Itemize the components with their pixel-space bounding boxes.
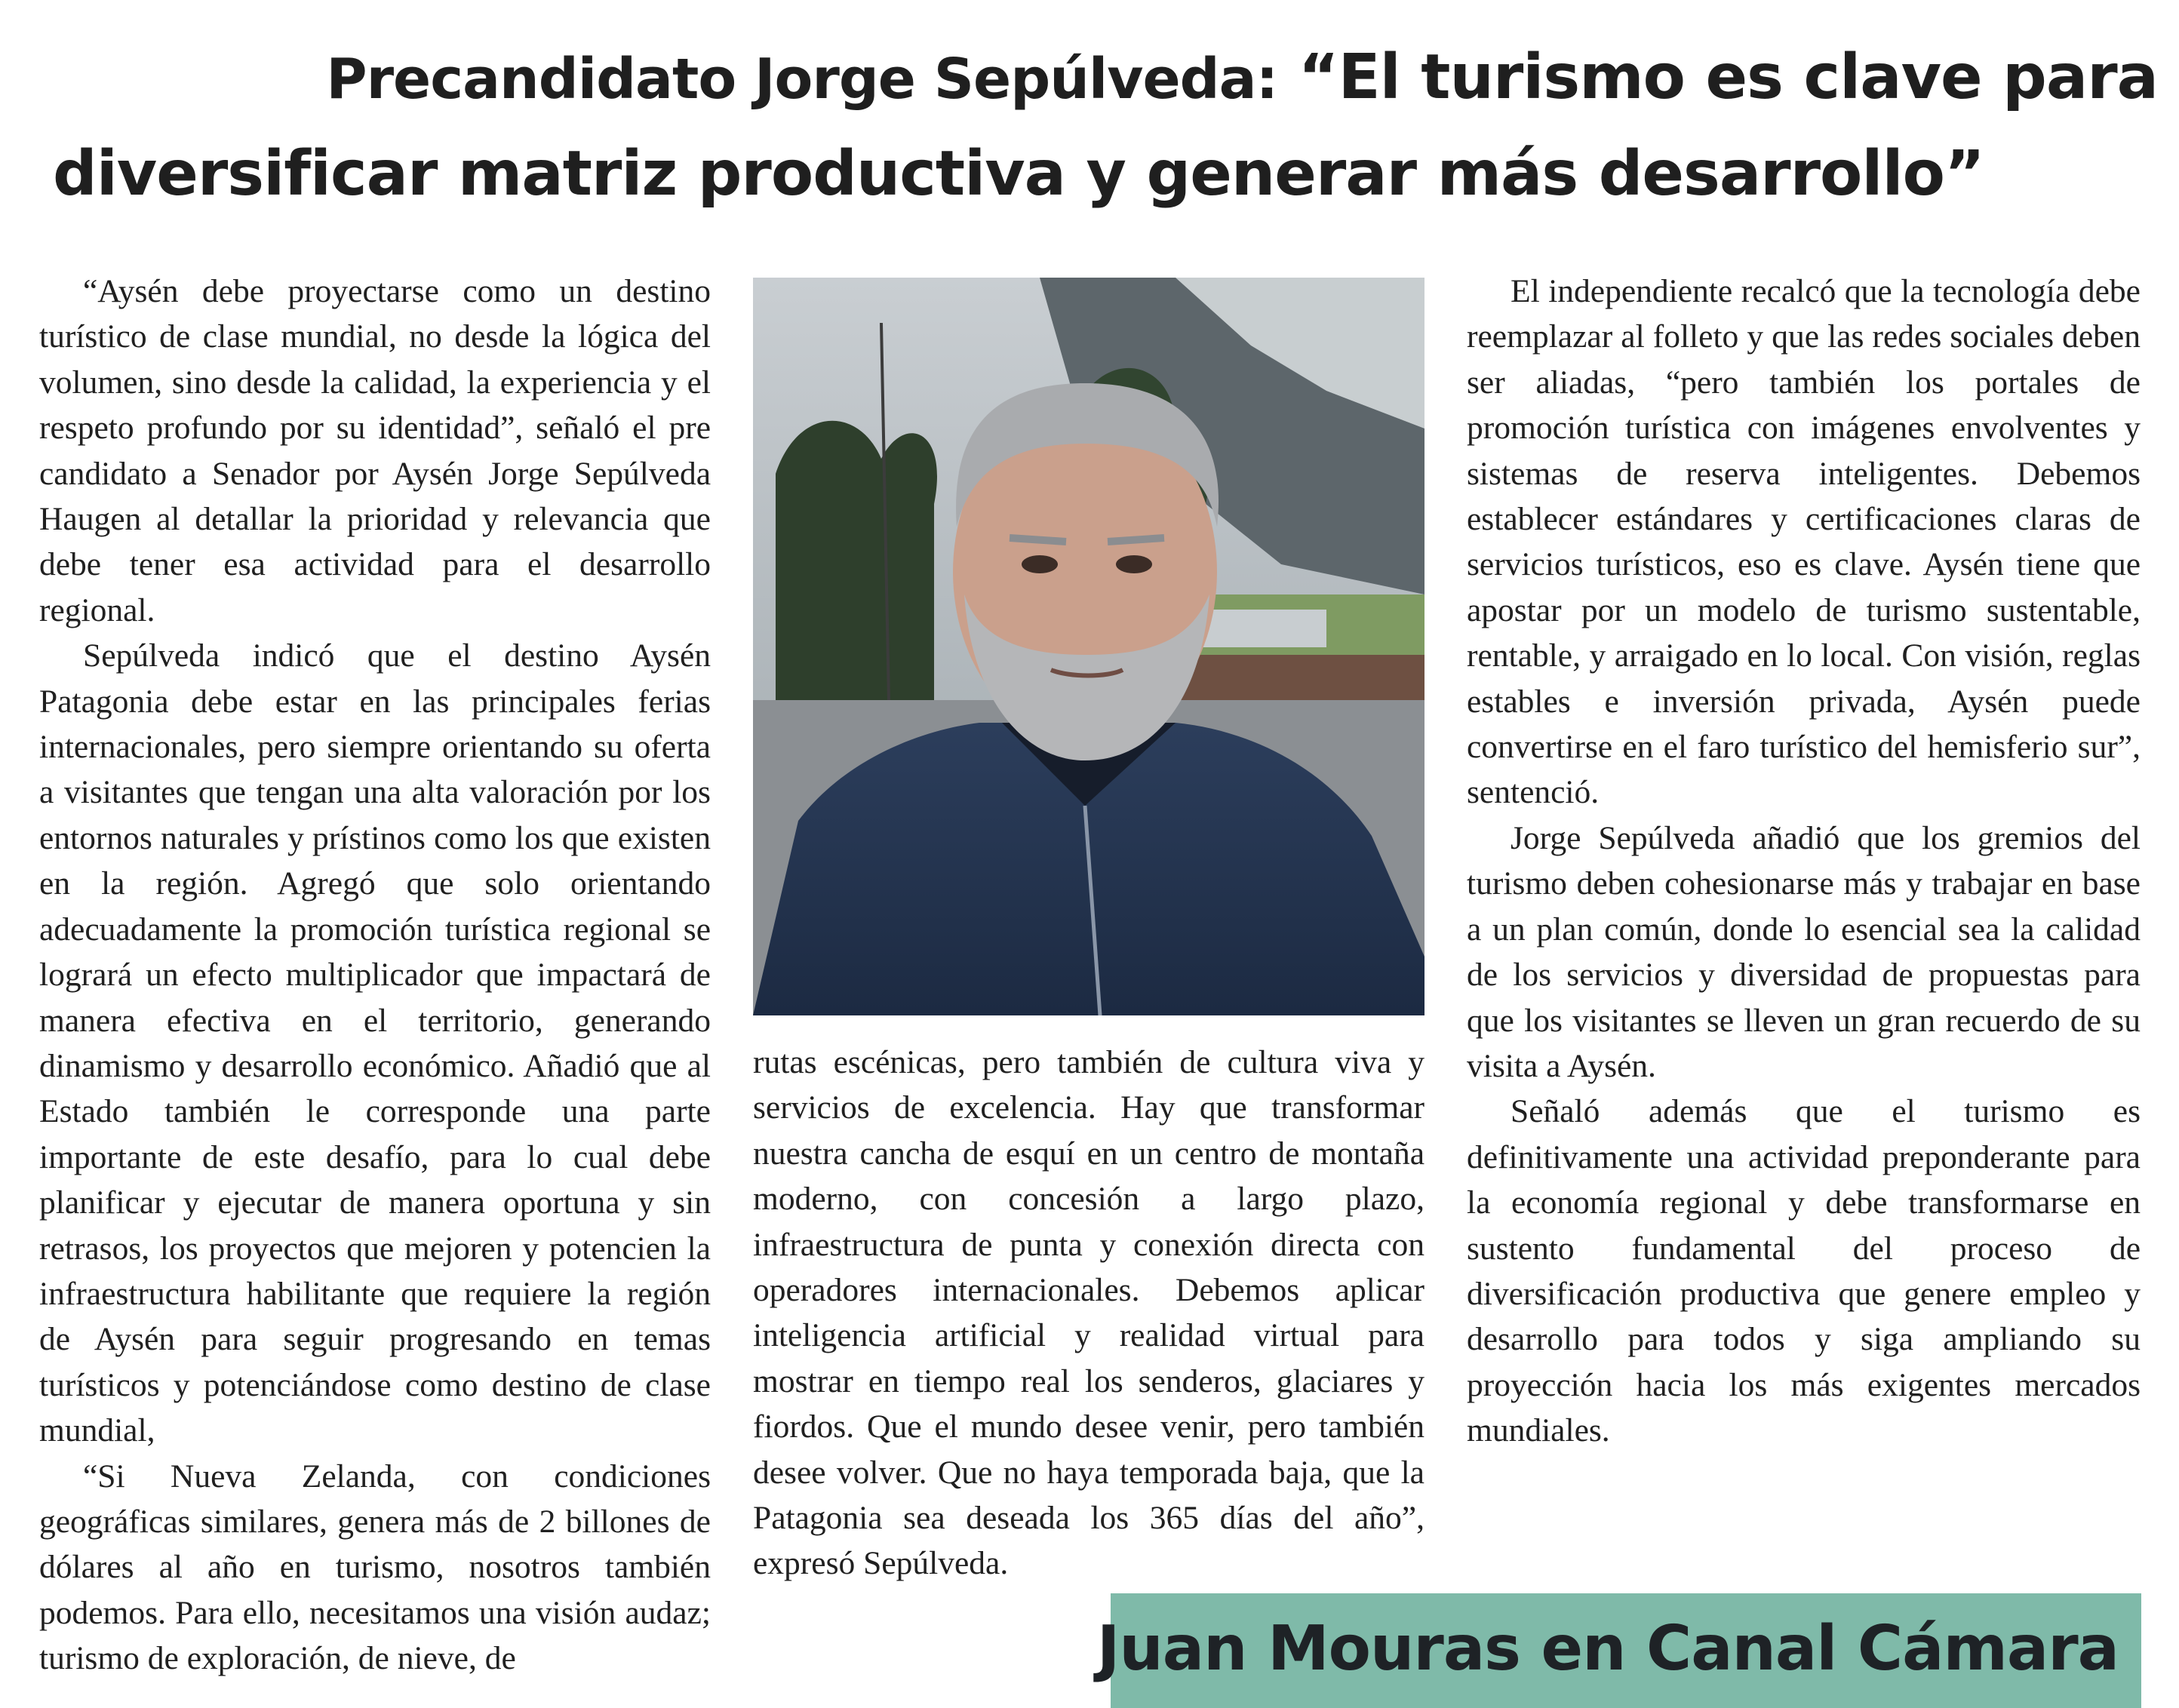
article-column-2: [753, 1040, 1424, 1587]
article-paragraph: rutas escénicas, pero también de cultura viva y servicios de excelencia. Hay que transformar nuestra cancha de esquí en un centro de montaña moderno, con concesión a largo plazo, infraestructura de punta y conexión directa con operadores internacionales. Debemos aplicar inteligencia artificial y realidad virtual para mostrar en tiempo real los senderos, glaciares y fiordos. Que el mundo desee venir, pero también desee volver. Que no haya temporada baja, que la Patagonia sea deseada los 365 días del año”, expresó Sepúlveda.: [753, 1044, 1424, 1582]
article-paragraph: “Si Nueva Zelanda, con condiciones geográficas similares, genera más de 2 billones de dólares al año en turismo, nosotros también podemos. Para ello, necesitamos una visión audaz; turismo de exploración, de nieve, de: [39, 1458, 711, 1677]
headline-quote-start: “El turismo es clave para: [1298, 41, 2158, 113]
article-column-3: [1467, 269, 2141, 1454]
next-article-title: Juan Mouras en Canal Cámara: [1096, 1613, 2119, 1685]
headline-line-1: [53, 30, 2158, 127]
article-paragraph: Jorge Sepúlveda añadió que los gremios del turismo deben cohesionarse más y trabajar en base a un plan común, donde lo esencial sea la calidad de los servicios y diversidad de propuestas para que los visitantes se lleven un gran recuerdo de su visita a Aysén.: [1467, 819, 2141, 1084]
article-column-1: [39, 269, 711, 1682]
article-paragraph: Señaló además que el turismo es definitivamente una actividad preponderante para la economía regional y debe transformarse en sustento fundamental del proceso de diversificación productiva que genere empleo y desarrollo para todos y siga ampliando su proyección hacia los más exigentes mercados mundiales.: [1467, 1093, 2141, 1449]
next-article-banner: [1096, 1593, 2141, 1708]
headline-line-2: diversificar matriz productiva y generar más desarrollo”: [53, 138, 1984, 210]
article-paragraph: El independiente recalcó que la tecnología debe reemplazar al folleto y que las redes sociales deben ser aliadas, “pero también los portales de promoción turística con imágenes envolventes y sistemas de reserva inteligentes. Debemos establecer estándares y certificaciones claras de servicios turísticos, eso es clave. Aysén tiene que apostar por un modelo de turismo sustentable, rentable, y arraigado en lo local. Con visión, reglas estables e inversión privada, Aysén puede convertirse en el faro turístico del hemisferio sur”, sentenció.: [1467, 273, 2141, 811]
article-paragraph: “Aysén debe proyectarse como un destino turístico de clase mundial, no desde la lógica del volumen, sino desde la calidad, la experiencia y el respeto profundo por su identidad”, señaló el pre candidato a Senador por Aysén Jorge Sepúlveda Haugen al detallar la prioridad y relevancia que debe tener esa actividad para el desarrollo regional.: [39, 273, 711, 628]
candidate-photo-illustration: [753, 278, 1424, 1015]
headline-kicker: Precandidato Jorge Sepúlveda:: [326, 47, 1278, 112]
headline: [53, 30, 2158, 222]
article-paragraph: Sepúlveda indicó que el destino Aysén Patagonia debe estar en las principales ferias internacionales, pero siempre orientando su oferta a visitantes que tengan una alta valoración por los entornos naturales y prístinos como los que existen en la región. Agregó que solo orientando adecuadamente la promoción turística regional se logrará un efecto multiplicador que impactará de manera efectiva en el territorio, generando dinamismo y desarrollo económico. Añadió que al Estado también le corresponde una parte importante de este desafío, para lo cual debe planificar y ejecutar de manera oportuna y sin retrasos, los proyectos que mejoren y potencien la infraestructura habilitante que requiere la región de Aysén para seguir progresando en temas turísticos y potenciándose como destino de clase mundial,: [39, 637, 711, 1449]
candidate-photo: [753, 278, 1424, 1015]
